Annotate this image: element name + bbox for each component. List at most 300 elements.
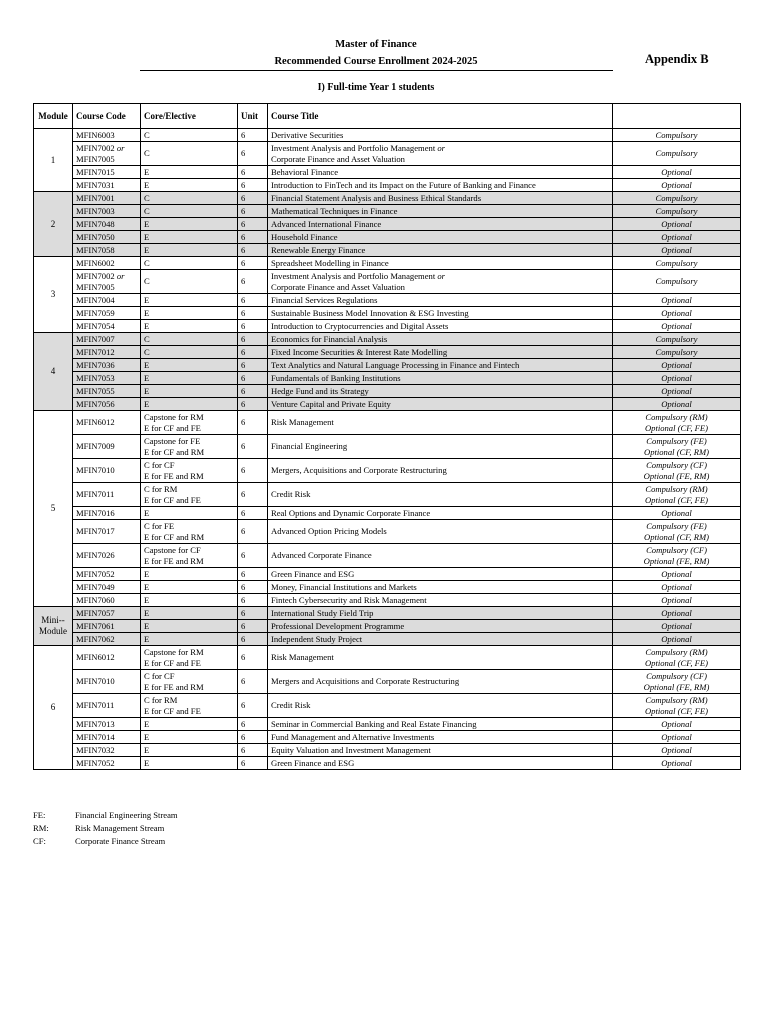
course-code-cell (73, 398, 141, 411)
course-code-cell (73, 166, 141, 179)
cell-line: Optional (661, 385, 692, 396)
cell-line: MFIN7010 (76, 676, 115, 686)
cell-line: Optional (661, 307, 692, 318)
course-code-cell (73, 581, 141, 594)
cell-line: C (144, 276, 150, 286)
cell-line: MFIN7017 (76, 526, 115, 536)
table-row (34, 581, 741, 594)
course-code-cell (73, 646, 141, 670)
course-code-cell (73, 718, 141, 731)
footnote-cf (33, 836, 166, 846)
table-header-row (34, 104, 741, 129)
course-code-cell (73, 607, 141, 620)
cell-line: E (144, 231, 150, 242)
cell-line: Compulsory (655, 276, 698, 286)
cell-line: Optional (661, 731, 692, 742)
cell-line: Optional (661, 320, 692, 331)
unit-cell: 6 (238, 372, 268, 385)
core-elective-cell (141, 581, 238, 594)
course-title-cell (268, 646, 613, 670)
cell-line: Money, Financial Institutions and Markets (271, 581, 417, 592)
course-code-cell (73, 320, 141, 333)
cell-line: Introduction to FinTech and its Impact on the Future of Banking and Finance (271, 179, 536, 190)
cell-line: MFIN7052 (76, 568, 115, 579)
cell-line: Optional (CF, FE) (644, 494, 709, 505)
cell-line: Capstone for FE (144, 435, 201, 446)
unit-cell: 6 (238, 594, 268, 607)
footnote-text: Corporate Finance Stream (75, 836, 166, 846)
cell-line: E (144, 731, 150, 742)
table-row (34, 633, 741, 646)
cell-line: E for CF and RM (144, 446, 205, 457)
cell-line: E (144, 620, 150, 631)
requirement-cell (613, 607, 741, 620)
section-heading: I) Full-time Year 1 students (317, 82, 435, 93)
core-elective-cell (141, 129, 238, 142)
course-title-cell (268, 633, 613, 646)
cell-line: Compulsory (655, 333, 698, 344)
cell-line: Credit Risk (271, 700, 311, 710)
appendix-label: Appendix B (645, 52, 709, 66)
cell-line: E for FE and RM (144, 555, 204, 566)
course-title-cell (268, 179, 613, 192)
cell-line: Optional (661, 607, 692, 618)
cell-line: Spreadsheet Modelling in Finance (271, 257, 389, 268)
unit-cell: 6 (238, 346, 268, 359)
course-title-cell (268, 757, 613, 770)
requirement-cell (613, 718, 741, 731)
core-elective-cell (141, 646, 238, 670)
unit-cell: 6 (238, 744, 268, 757)
requirement-cell (613, 231, 741, 244)
unit-cell: 6 (238, 459, 268, 483)
unit-cell: 6 (238, 333, 268, 346)
cell-line: Introduction to Cryptocurrencies and Digital Assets (271, 320, 449, 331)
requirement-cell (613, 544, 741, 568)
footnote-abbr: FE: (33, 810, 46, 820)
cell-line: Compulsory (655, 192, 698, 203)
document-subtitle: Recommended Course Enrollment 2024-2025 (274, 56, 478, 67)
cell-line: Optional (CF, FE) (644, 705, 709, 716)
course-code-cell (73, 142, 141, 166)
core-elective-cell (141, 231, 238, 244)
table-row (34, 694, 741, 718)
requirement-cell (613, 218, 741, 231)
cell-line: MFIN6002 (76, 257, 115, 268)
requirement-cell (613, 270, 741, 294)
core-elective-cell (141, 757, 238, 770)
cell-line: E (144, 372, 150, 383)
unit-cell: 6 (238, 231, 268, 244)
cell-line: Green Finance and ESG (271, 568, 355, 579)
cell-line: Compulsory (RM) (645, 483, 708, 494)
requirement-cell (613, 346, 741, 359)
cell-line: Optional (CF, RM) (643, 446, 709, 457)
cell-line: Optional (661, 757, 692, 768)
course-code-cell (73, 257, 141, 270)
cell-line: E (144, 568, 150, 579)
cell-line: Financial Engineering (271, 441, 348, 451)
cell-line: Financial Statement Analysis and Business Ethical Standards (271, 192, 482, 203)
core-elective-cell (141, 294, 238, 307)
header-core-elective: Core/Elective (141, 104, 238, 129)
cell-line: Behavioral Finance (271, 166, 339, 177)
course-title-cell (268, 270, 613, 294)
unit-cell: 6 (238, 718, 268, 731)
cell-line: Corporate Finance and Asset Valuation (271, 281, 405, 292)
course-title-cell (268, 231, 613, 244)
cell-line: MFIN7058 (76, 244, 115, 255)
course-title-cell (268, 483, 613, 507)
table-row (34, 294, 741, 307)
table-row (34, 757, 741, 770)
course-title-cell (268, 607, 613, 620)
requirement-cell (613, 507, 741, 520)
requirement-cell (613, 435, 741, 459)
core-elective-cell (141, 142, 238, 166)
cell-line: MFIN7015 (76, 166, 115, 177)
course-title-cell (268, 435, 613, 459)
requirement-cell (613, 257, 741, 270)
requirement-cell (613, 294, 741, 307)
requirement-cell (613, 359, 741, 372)
cell-line: MFIN7005 (76, 281, 115, 292)
cell-line: MFIN7049 (76, 581, 115, 592)
cell-line: C for FE (144, 520, 175, 531)
table-row (34, 411, 741, 435)
course-title-cell (268, 694, 613, 718)
cell-line: Optional (661, 507, 692, 518)
core-elective-cell (141, 731, 238, 744)
unit-cell: 6 (238, 633, 268, 646)
unit-cell: 6 (238, 129, 268, 142)
cell-line: MFIN7048 (76, 218, 115, 229)
cell-line: Optional (661, 594, 692, 605)
unit-cell: 6 (238, 320, 268, 333)
core-elective-cell (141, 520, 238, 544)
unit-cell: 6 (238, 270, 268, 294)
course-title-cell (268, 359, 613, 372)
table-row (34, 218, 741, 231)
unit-cell: 6 (238, 544, 268, 568)
cell-line: Optional (661, 633, 692, 644)
core-elective-cell (141, 244, 238, 257)
course-code-cell (73, 385, 141, 398)
cell-line: Compulsory (FE) (646, 435, 707, 446)
course-code-cell (73, 346, 141, 359)
table-row (34, 731, 741, 744)
unit-cell: 6 (238, 192, 268, 205)
table-row (34, 270, 741, 294)
course-title-cell (268, 257, 613, 270)
cell-line: Optional (FE, RM) (643, 555, 710, 566)
cell-line: E (144, 385, 150, 396)
requirement-cell (613, 129, 741, 142)
course-code-cell (73, 744, 141, 757)
core-elective-cell (141, 179, 238, 192)
course-code-cell (73, 757, 141, 770)
cell-line: E (144, 166, 150, 177)
cell-line: Optional (661, 166, 692, 177)
unit-cell: 6 (238, 359, 268, 372)
core-elective-cell (141, 411, 238, 435)
course-code-cell (73, 307, 141, 320)
course-code-cell (73, 568, 141, 581)
table-row (34, 359, 741, 372)
cell-line: Compulsory (655, 129, 698, 140)
table-row (34, 192, 741, 205)
core-elective-cell (141, 333, 238, 346)
table-row (34, 459, 741, 483)
cell-line: Sustainable Business Model Innovation & ESG Investing (271, 307, 469, 318)
core-elective-cell (141, 166, 238, 179)
cell-line: C (144, 148, 150, 158)
table-row (34, 507, 741, 520)
course-title-cell (268, 192, 613, 205)
requirement-cell (613, 670, 741, 694)
table-row (34, 483, 741, 507)
cell-line: Fund Management and Alternative Investments (271, 731, 435, 742)
cell-line: E (144, 179, 150, 190)
course-title-cell (268, 411, 613, 435)
cell-line: Optional (661, 372, 692, 383)
cell-line: Mathematical Techniques in Finance (271, 205, 398, 216)
course-title-cell (268, 320, 613, 333)
core-elective-cell (141, 257, 238, 270)
module-cell: 4 (34, 333, 73, 411)
cell-line: Capstone for CF (144, 544, 201, 555)
cell-line: Green Finance and ESG (271, 757, 355, 768)
course-code-cell (73, 520, 141, 544)
table-row (34, 594, 741, 607)
header-course-title: Course Title (268, 104, 613, 129)
cell-line: MFIN6012 (76, 652, 115, 662)
course-title-cell (268, 670, 613, 694)
unit-cell: 6 (238, 142, 268, 166)
cell-line: Optional (661, 244, 692, 255)
core-elective-cell (141, 718, 238, 731)
unit-cell: 6 (238, 294, 268, 307)
course-title-cell (268, 205, 613, 218)
cell-line: E (144, 244, 150, 255)
cell-line: Fixed Income Securities & Interest Rate Modelling (271, 346, 448, 357)
cell-line: MFIN7013 (76, 718, 115, 729)
header-module: Module (34, 104, 73, 129)
course-code-cell (73, 129, 141, 142)
cell-line: Household Finance (271, 231, 338, 242)
table-row (34, 129, 741, 142)
core-elective-cell (141, 205, 238, 218)
cell-line: Independent Study Project (271, 633, 363, 644)
cell-line: Compulsory (RM) (645, 646, 708, 657)
core-elective-cell (141, 346, 238, 359)
cell-line: Optional (FE, RM) (643, 681, 710, 692)
cell-line: E (144, 398, 150, 409)
cell-line: E for CF and FE (144, 657, 201, 668)
requirement-cell (613, 320, 741, 333)
cell-line: MFIN7007 (76, 333, 115, 344)
course-code-cell (73, 372, 141, 385)
footnote-text: Financial Engineering Stream (75, 810, 178, 820)
course-code-cell (73, 694, 141, 718)
cell-line: MFIN7036 (76, 359, 115, 370)
cell-line: Optional (CF, FE) (644, 657, 709, 668)
cell-line: Capstone for RM (144, 646, 204, 657)
cell-line: Fundamentals of Banking Institutions (271, 372, 401, 383)
course-code-cell (73, 459, 141, 483)
core-elective-cell (141, 192, 238, 205)
cell-line: MFIN7032 (76, 744, 115, 755)
cell-line: E (144, 307, 150, 318)
footnote-text: Risk Management Stream (75, 823, 165, 833)
cell-line: MFIN7011 (76, 700, 115, 710)
core-elective-cell (141, 507, 238, 520)
cell-line: Compulsory (RM) (645, 411, 708, 422)
table-row (34, 568, 741, 581)
cell-line: MFIN7050 (76, 231, 115, 242)
cell-line: MFIN7009 (76, 441, 115, 451)
cell-line: Credit Risk (271, 489, 311, 499)
cell-line: Seminar in Commercial Banking and Real Estate Financing (271, 718, 477, 729)
core-elective-cell (141, 568, 238, 581)
table-row (34, 718, 741, 731)
cell-line: Professional Development Programme (271, 620, 405, 631)
course-title-cell (268, 142, 613, 166)
cell-line: E (144, 594, 150, 605)
cell-line: C (144, 346, 150, 357)
table-row (34, 398, 741, 411)
requirement-cell (613, 646, 741, 670)
module-cell: 2 (34, 192, 73, 257)
requirement-cell (613, 398, 741, 411)
cell-line: Advanced International Finance (271, 218, 382, 229)
cell-line: E for FE and RM (144, 470, 204, 481)
cell-line: E (144, 581, 150, 592)
cell-line: Mergers and Acquisitions and Corporate Restructuring (271, 676, 460, 686)
core-elective-cell (141, 594, 238, 607)
cell-line: MFIN7059 (76, 307, 115, 318)
cell-line: Renewable Energy Finance (271, 244, 366, 255)
table-row (34, 257, 741, 270)
unit-cell: 6 (238, 244, 268, 257)
cell-line: MFIN7002 or (76, 270, 125, 281)
cell-line: Investment Analysis and Portfolio Management or (271, 142, 446, 153)
cell-line: Equity Valuation and Investment Management (271, 744, 431, 755)
core-elective-cell (141, 620, 238, 633)
unit-cell: 6 (238, 483, 268, 507)
course-title-cell (268, 294, 613, 307)
cell-line: E (144, 294, 150, 305)
unit-cell: 6 (238, 435, 268, 459)
core-elective-cell (141, 744, 238, 757)
course-code-cell (73, 218, 141, 231)
cell-line: Real Options and Dynamic Corporate Finance (271, 507, 431, 518)
course-code-cell (73, 179, 141, 192)
course-title-cell (268, 129, 613, 142)
table-row (34, 544, 741, 568)
requirement-cell (613, 633, 741, 646)
cell-line: Compulsory (RM) (645, 694, 708, 705)
course-title-cell (268, 385, 613, 398)
core-elective-cell (141, 307, 238, 320)
requirement-cell (613, 731, 741, 744)
course-title-cell (268, 218, 613, 231)
cell-line: Optional (FE, RM) (643, 470, 710, 481)
cell-line: Compulsory (655, 148, 698, 158)
requirement-cell (613, 385, 741, 398)
cell-line: MFIN7016 (76, 507, 115, 518)
cell-line: E (144, 218, 150, 229)
unit-cell: 6 (238, 607, 268, 620)
cell-line: Optional (661, 581, 692, 592)
course-title-cell (268, 398, 613, 411)
cell-line: MFIN7003 (76, 205, 115, 216)
requirement-cell (613, 459, 741, 483)
table-row (34, 646, 741, 670)
cell-line: C (144, 205, 150, 216)
unit-cell: 6 (238, 568, 268, 581)
cell-line: Compulsory (655, 205, 698, 216)
course-title-cell (268, 731, 613, 744)
cell-line: Optional (661, 179, 692, 190)
cell-line: Risk Management (271, 652, 334, 662)
table-row (34, 307, 741, 320)
cell-line: Advanced Option Pricing Models (271, 526, 387, 536)
course-title-cell (268, 346, 613, 359)
course-code-cell (73, 205, 141, 218)
unit-cell: 6 (238, 179, 268, 192)
cell-line: MFIN7010 (76, 465, 115, 475)
cell-line: MFIN7031 (76, 179, 115, 190)
unit-cell: 6 (238, 398, 268, 411)
cell-line: C (144, 333, 150, 344)
cell-line: Optional (CF, FE) (644, 422, 709, 433)
unit-cell: 6 (238, 694, 268, 718)
core-elective-cell (141, 385, 238, 398)
core-elective-cell (141, 372, 238, 385)
cell-line: E (144, 757, 150, 768)
cell-line: International Study Field Trip (271, 607, 374, 618)
table-row (34, 333, 741, 346)
table-row (34, 620, 741, 633)
course-title-cell (268, 581, 613, 594)
table-row (34, 231, 741, 244)
cell-line: Optional (661, 294, 692, 305)
table-row (34, 142, 741, 166)
cell-line: E for CF and FE (144, 705, 201, 716)
header-unit: Unit (238, 104, 268, 129)
requirement-cell (613, 192, 741, 205)
cell-line: E (144, 633, 150, 644)
requirement-cell (613, 166, 741, 179)
cell-line: MFIN7005 (76, 153, 115, 164)
requirement-cell (613, 333, 741, 346)
requirement-cell (613, 411, 741, 435)
footnote-rm (33, 823, 165, 833)
cell-line: Compulsory (CF) (646, 459, 707, 470)
cell-line: E (144, 507, 150, 518)
module-cell: 1 (34, 129, 73, 192)
cell-line: Fintech Cybersecurity and Risk Management (271, 594, 427, 605)
unit-cell: 6 (238, 757, 268, 770)
cell-line: Optional (661, 231, 692, 242)
cell-line: MFIN7055 (76, 385, 115, 396)
cell-line: Compulsory (FE) (646, 520, 707, 531)
unit-cell: 6 (238, 411, 268, 435)
core-elective-cell (141, 435, 238, 459)
course-code-cell (73, 483, 141, 507)
module-cell: Mini-- Module (34, 607, 73, 646)
